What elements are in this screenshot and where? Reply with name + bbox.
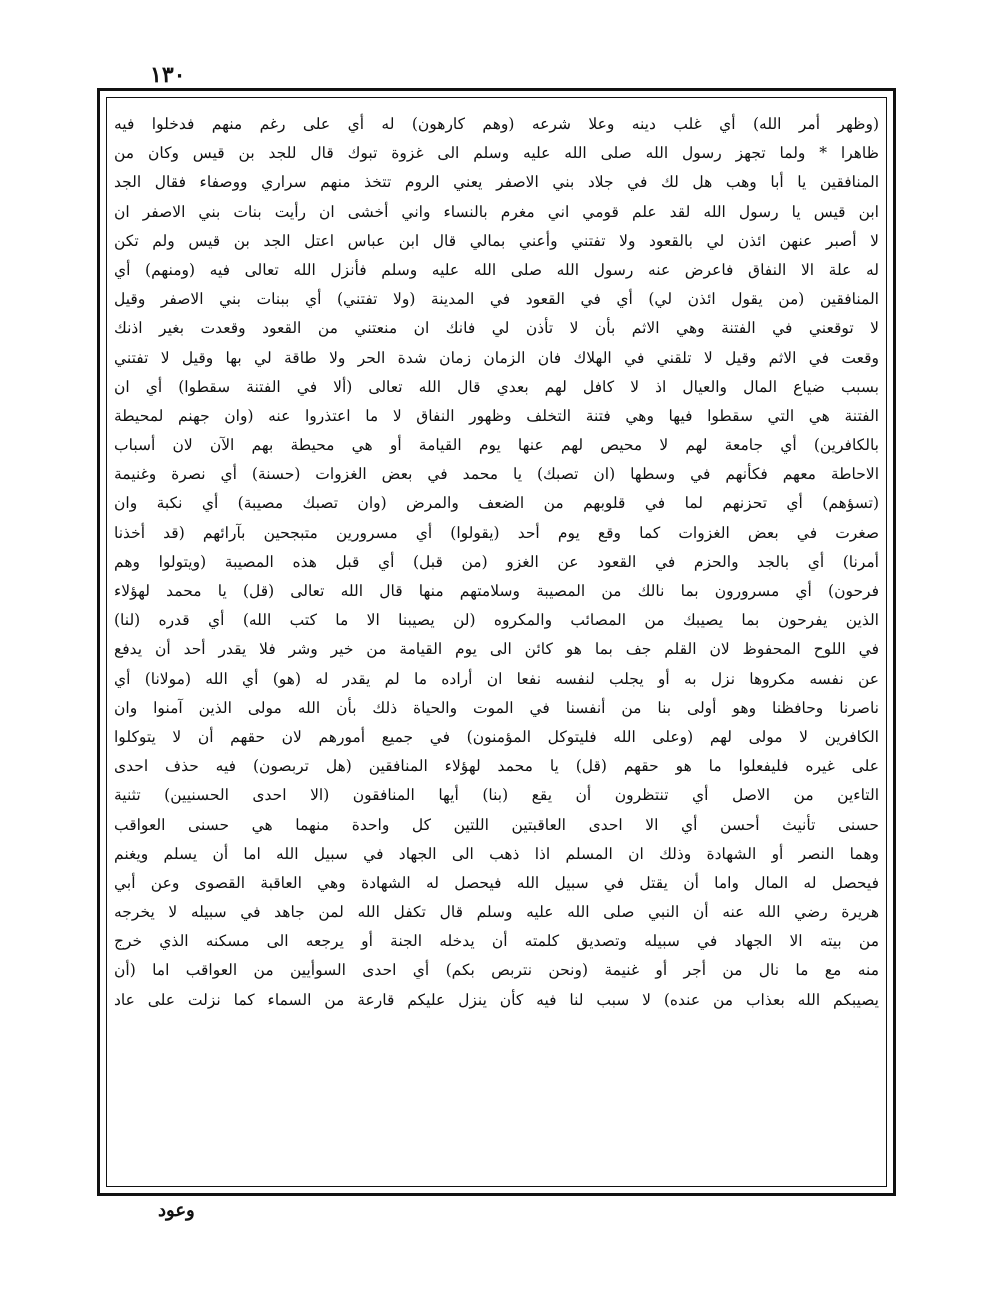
text-line: فيحصل له المال واما أن يقتل في سبيل الله فيحصل له الشهادة وهي العاقبة القصوى وعن أبي	[114, 873, 879, 892]
text-line: الفتنة هي التي سقطوا فيها وهي فتنة التخلف وظهور النفاق لا ما اعتذروا عنه (وان جهنم لمحيطة	[114, 406, 879, 425]
text-line: عن نفسه مكروها نزل به أو يجلب لنفسه نفعا ان أراده ما لم يقدر له (هو) أي الله (مولانا) أي	[114, 669, 879, 688]
text-line: فرحون) أي مسرورون بما نالك من المصيبة وسلامتهم منها قال الله تعالى (قل) يا محمد لهؤلاء	[114, 582, 879, 600]
text-line: بالكافرين) أي جامعة لهم لا محيص لهم عنها يوم القيامة أو هي محيطة بهم الآن لان أسباب	[114, 436, 879, 455]
text-line: (تسؤهم) أي تحزنهم لما في قلوبهم من الضعف والمرض (وان تصبك مصيبة) أي نكبة وان	[114, 494, 879, 513]
text-line: المنافقين يا أبا وهب هل لك في جلاد بني الاصفر يعني الروم تتخذ منهم سراري ووصفاء فقال الجد	[114, 173, 879, 192]
text-line: منه مع ما نال من أجر أو غنيمة (ونحن نتربص بكم) أي احدى السوأيين من العواقب اما (أن	[114, 961, 879, 980]
text-line: هريرة رضي الله عنه أن النبي صلى الله عليه وسلم قال تكفل الله لمن جاهد في سبيله لا يخرجه	[114, 903, 879, 922]
text-line: من بيته الا الجهاد في سبيله وتصديق كلمته أن يدخله الجنة أو يرجعه الى مسكنه الذي خرج	[114, 932, 879, 951]
text-line: حسنى تأنيث أحسن أي الا احدى العاقبتين اللتين كل واحدة منهما هي حسنى العواقب	[114, 815, 879, 834]
text-line: ابن قيس يا رسول الله لقد علم قومي اني مغرم بالنساء واني أخشى ان رأيت بنات بني الاصفر ان	[114, 202, 879, 221]
text-line: لا أصبر عنهن ائذن لي بالقعود ولا تفتني وأعني بمالي قال ابن عباس اعتل الجد بن قيس ولم تكن	[114, 231, 879, 250]
text-line: المنافقين (من يقول ائذن لي) أي في القعود في المدينة (ولا تفتني) أي ببنات بني الاصفر وقيل	[114, 290, 879, 309]
text-line: له علة الا النفاق فاعرض عنه رسول الله صلى الله عليه وسلم فأنزل الله تعالى فيه (ومنهم) أي	[114, 260, 879, 279]
text-line: الاحاطة معهم فكأنهم في وسطها (ان تصبك) يا محمد في بعض الغزوات (حسنة) أي نصرة وغنيمة	[114, 465, 879, 484]
text-line: أمرنا) أي بالجد والحزم في القعود عن الغزو (من قبل) أي قبل هذه المصيبة (ويتولوا وهم	[114, 552, 879, 571]
text-line: على غيره فليفعلوا ما هو حقهم (قل) يا محمد لهؤلاء المنافقين (هل تربصون) فيه حذف احدى	[114, 757, 879, 776]
text-line: ظاهرا * ولما تجهز رسول الله صلى الله عليه وسلم الى غزوة تبوك قال للجد بن قيس وكان من	[114, 144, 879, 163]
text-line: بسبب ضياع المال والعيال اذ لا كافل لهم بعدي قال الله تعالى (ألا في الفتنة سقطوا) أي ان	[114, 377, 879, 396]
text-line: في اللوح المحفوظ لان القلم جف بما هو كائن الى يوم القيامة من خير وشر فلا يقدر أحد أن يدفع	[114, 640, 879, 659]
page-number: ١٣٠	[150, 62, 186, 88]
main-text-block	[114, 110, 879, 1180]
catchword: وعود	[158, 1200, 195, 1221]
text-line: الكافرين لا مولى لهم (وعلى الله فليتوكل المؤمنون) في جميع أمورهم لان حقهم أن لا يتوكلوا	[114, 727, 879, 746]
text-line: صغرت في بعض الغزوات كما وقع يوم أحد (يقولوا) أي مسرورين متبجحين بآرائهم (قد أخذنا	[114, 523, 879, 542]
text-line: الذين يفرحون بما يصيبك من المصائب والمكروه (لن يصيبنا الا ما كتب الله) أي قدره (لنا)	[114, 611, 879, 630]
text-line: لا توقعني في الفتنة وهي الاثم بأن لا تأذن لي فانك ان منعتني من القعود وقعدت بغير اذنك	[114, 319, 879, 338]
text-line: ناصرنا وحافظنا وهو أولى بنا من أنفسنا في الموت والحياة ذلك بأن الله مولى الذين آمنوا وان	[114, 698, 879, 717]
text-line: التاءين من الاصل أي تنتظرون أن يقع (بنا) أيها المنافقون (الا احدى الحسنيين) تثنية	[114, 786, 879, 805]
text-line: وهما النصر أو الشهادة وذلك ان المسلم اذا ذهب الى الجهاد في سبيل الله اما أن يسلم ويغنم	[114, 844, 879, 863]
text-line: وقعت في الاثم وقيل لا تلقني في الهلاك فان الزمان زمان شدة الحر ولا طاقة لي بها وقيل لا تفتني	[114, 348, 879, 367]
text-line: (وظهر أمر الله) أي غلب دينه وعلا شرعه (وهم كارهون) له أي على رغم منهم فدخلوا فيه	[114, 115, 879, 133]
text-line: يصيبكم الله بعذاب من عنده) لا سبب لنا فيه كأن ينزل عليكم قارعة من السماء كما نزلت على عاد	[114, 990, 879, 1009]
